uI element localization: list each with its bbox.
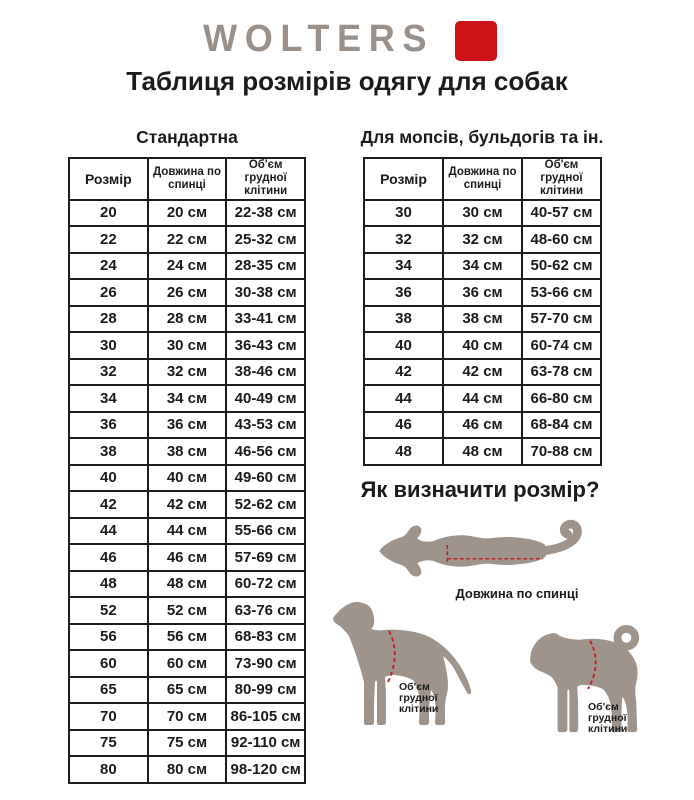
back-length-cell: 56 см [148,624,227,651]
back-length-cell: 20 см [148,200,227,227]
back-length-cell: 24 см [148,253,227,280]
chest-volume-label: Об'єм грудної клітини [399,681,439,716]
table-row [69,306,305,333]
back-length-cell: 46 см [443,412,522,439]
standard-table [68,157,306,784]
back-length-cell: 44 см [148,518,227,545]
size-cell: 40 [364,332,443,359]
chest-volume-label: Об'єм грудної клітини [588,701,628,736]
size-cell: 26 [69,279,148,306]
table-row [69,200,305,227]
chest-cell: 57-69 см [226,544,305,571]
table-row [364,385,601,412]
size-cell: 36 [364,279,443,306]
back-length-cell: 36 см [443,279,522,306]
back-length-cell: 44 см [443,385,522,412]
back-length-cell: 42 см [148,491,227,518]
back-length-cell: 32 см [443,226,522,253]
table-row [364,226,601,253]
howto-title: Як визначити розмір? [360,477,600,502]
chest-cell: 30-38 см [226,279,305,306]
table-row [364,253,601,280]
brand-header [0,18,694,61]
chest-cell: 63-78 см [522,359,601,386]
chest-cell: 48-60 см [522,226,601,253]
chest-cell: 28-35 см [226,253,305,280]
wolters-logo-red-square-icon [455,21,497,61]
size-cell: 48 [69,571,148,598]
table-row [364,200,601,227]
size-cell: 28 [69,306,148,333]
back-length-cell: 38 см [443,306,522,333]
header-chest: Об'єм грудної клітини [226,158,305,200]
back-length-label: Довжина по спинці [455,586,579,601]
standard-table-title: Стандартна [136,127,238,147]
table-header-row [69,158,305,200]
table-row [69,359,305,386]
chest-cell: 98-120 см [226,756,305,783]
back-length-cell: 28 см [148,306,227,333]
back-length-cell: 42 см [443,359,522,386]
size-cell: 44 [364,385,443,412]
size-cell: 46 [364,412,443,439]
size-cell: 52 [69,597,148,624]
size-cell: 30 [69,332,148,359]
back-length-cell: 52 см [148,597,227,624]
chest-cell: 40-49 см [226,385,305,412]
header-back-length: Довжина по спинці [148,158,227,200]
table-row [69,756,305,783]
chest-cell: 60-74 см [522,332,601,359]
table-row [69,491,305,518]
size-cell: 30 [364,200,443,227]
wolters-logo-text: WOLTERS [203,18,435,60]
size-cell: 34 [364,253,443,280]
size-cell: 46 [69,544,148,571]
size-cell: 60 [69,650,148,677]
table-row [69,438,305,465]
size-cell: 32 [364,226,443,253]
table-row [69,544,305,571]
chest-cell: 43-53 см [226,412,305,439]
size-cell: 34 [69,385,148,412]
back-length-cell: 46 см [148,544,227,571]
dog-top-view-silhouette-icon [376,516,612,586]
table-row [69,226,305,253]
back-length-cell: 22 см [148,226,227,253]
back-length-cell: 80 см [148,756,227,783]
back-length-cell: 30 см [443,200,522,227]
header-size: Розмір [364,158,443,200]
chest-cell: 86-105 см [226,703,305,730]
table-row [69,571,305,598]
size-cell: 38 [69,438,148,465]
size-cell: 65 [69,677,148,704]
table-row [69,650,305,677]
chest-cell: 80-99 см [226,677,305,704]
chest-cell: 68-83 см [226,624,305,651]
back-length-cell: 75 см [148,730,227,757]
dog-side-view-silhouette-icon [330,598,482,736]
table-row [69,412,305,439]
header-size: Розмір [69,158,148,200]
table-header-row [364,158,601,200]
chest-cell: 36-43 см [226,332,305,359]
chest-cell: 22-38 см [226,200,305,227]
chest-cell: 53-66 см [522,279,601,306]
size-cell: 42 [364,359,443,386]
chest-cell: 57-70 см [522,306,601,333]
chest-cell: 66-80 см [522,385,601,412]
size-cell: 70 [69,703,148,730]
chest-cell: 55-66 см [226,518,305,545]
chest-cell: 70-88 см [522,438,601,465]
table-row [69,677,305,704]
table-row [364,279,601,306]
size-cell: 32 [69,359,148,386]
chest-cell: 25-32 см [226,226,305,253]
size-cell: 38 [364,306,443,333]
size-cell: 20 [69,200,148,227]
size-cell: 75 [69,730,148,757]
table-row [364,359,601,386]
standard-size-table [68,157,306,784]
back-length-cell: 70 см [148,703,227,730]
chest-cell: 49-60 см [226,465,305,492]
back-length-cell: 38 см [148,438,227,465]
pugs-table-title: Для мопсів, бульдогів та ін. [360,127,604,147]
back-length-cell: 65 см [148,677,227,704]
back-length-cell: 34 см [443,253,522,280]
size-cell: 40 [69,465,148,492]
back-length-cell: 36 см [148,412,227,439]
chest-cell: 92-110 см [226,730,305,757]
chest-cell: 52-62 см [226,491,305,518]
back-length-cell: 40 см [443,332,522,359]
back-length-cell: 60 см [148,650,227,677]
table-row [69,465,305,492]
table-row [364,332,601,359]
header-chest: Об'єм грудної клітини [522,158,601,200]
back-length-cell: 32 см [148,359,227,386]
chest-cell: 46-56 см [226,438,305,465]
table-row [364,438,601,465]
back-length-cell: 30 см [148,332,227,359]
table-row [364,306,601,333]
table-row [69,518,305,545]
table-row [69,624,305,651]
table-row [69,703,305,730]
size-cell: 36 [69,412,148,439]
table-row [69,385,305,412]
size-cell: 42 [69,491,148,518]
pugs-table [363,157,602,466]
size-cell: 22 [69,226,148,253]
back-length-cell: 26 см [148,279,227,306]
table-row [69,253,305,280]
chest-cell: 73-90 см [226,650,305,677]
header-back-length: Довжина по спинці [443,158,522,200]
back-length-cell: 48 см [443,438,522,465]
size-cell: 56 [69,624,148,651]
back-length-cell: 34 см [148,385,227,412]
chest-cell: 40-57 см [522,200,601,227]
table-row [69,332,305,359]
table-row [69,730,305,757]
size-cell: 24 [69,253,148,280]
size-cell: 48 [364,438,443,465]
back-length-cell: 48 см [148,571,227,598]
chest-cell: 38-46 см [226,359,305,386]
chest-cell: 68-84 см [522,412,601,439]
pugs-size-table [363,157,602,466]
chest-cell: 60-72 см [226,571,305,598]
table-row [364,412,601,439]
chest-cell: 33-41 см [226,306,305,333]
page-title: Таблиця розмірів одягу для собак [126,66,568,96]
size-cell: 44 [69,518,148,545]
table-row [69,597,305,624]
size-cell: 80 [69,756,148,783]
chest-cell: 50-62 см [522,253,601,280]
chest-cell: 63-76 см [226,597,305,624]
table-row [69,279,305,306]
back-length-cell: 40 см [148,465,227,492]
